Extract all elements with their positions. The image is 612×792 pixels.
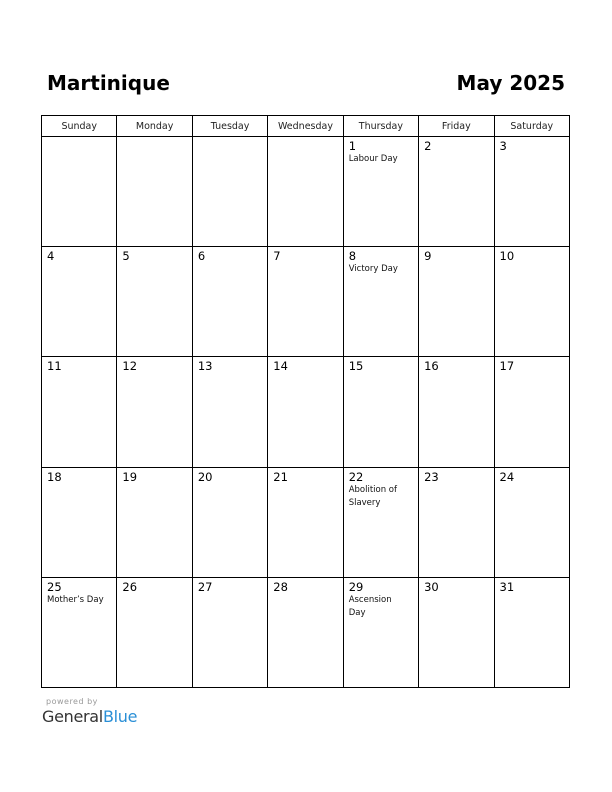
holiday-label: Ascension Day bbox=[348, 594, 392, 618]
day-cell bbox=[494, 577, 569, 687]
weekday-header: Monday bbox=[117, 116, 192, 137]
holiday-label: Labour Day bbox=[348, 154, 398, 164]
day-number: 13 bbox=[197, 359, 213, 374]
week-row bbox=[42, 577, 570, 687]
footer-branding bbox=[42, 697, 137, 727]
day-cell bbox=[268, 467, 343, 577]
weekday-header: Wednesday bbox=[268, 116, 343, 137]
page-title-month: May 2025 bbox=[456, 71, 565, 95]
powered-by-text: powered by bbox=[46, 697, 98, 706]
day-cell bbox=[42, 247, 117, 357]
day-cell bbox=[42, 467, 117, 577]
day-cell bbox=[192, 137, 267, 247]
weekday-header: Tuesday bbox=[192, 116, 267, 137]
day-number: 30 bbox=[424, 579, 439, 594]
brand-logo[interactable] bbox=[42, 707, 137, 727]
day-cell bbox=[494, 137, 569, 247]
day-number: 18 bbox=[47, 469, 62, 484]
day-cell bbox=[192, 577, 267, 687]
day-number: 5 bbox=[122, 249, 130, 264]
day-cell bbox=[419, 467, 494, 577]
day-cell bbox=[419, 357, 494, 467]
day-number: 27 bbox=[197, 579, 213, 594]
day-number: 17 bbox=[499, 359, 515, 374]
week-row bbox=[42, 467, 570, 577]
day-number: 6 bbox=[197, 249, 206, 264]
day-cell bbox=[494, 247, 569, 357]
day-cell bbox=[268, 137, 343, 247]
day-number: 12 bbox=[122, 359, 138, 374]
day-number: 7 bbox=[273, 249, 281, 264]
day-number: 25 bbox=[47, 579, 62, 594]
day-number: 1 bbox=[348, 139, 357, 153]
week-row bbox=[42, 137, 570, 247]
day-cell bbox=[117, 467, 192, 577]
day-number: 20 bbox=[197, 469, 213, 484]
day-cell bbox=[42, 357, 117, 467]
day-cell bbox=[343, 137, 418, 247]
day-cell bbox=[494, 357, 569, 467]
day-number: 16 bbox=[424, 359, 439, 374]
weekday-header: Saturday bbox=[494, 116, 569, 137]
day-number: 2 bbox=[424, 139, 432, 153]
day-number: 29 bbox=[348, 579, 364, 594]
calendar-grid bbox=[41, 115, 570, 688]
week-row bbox=[42, 357, 570, 467]
day-number: 4 bbox=[47, 249, 55, 264]
weekday-header: Friday bbox=[419, 116, 494, 137]
day-number: 3 bbox=[499, 139, 507, 153]
day-number: 15 bbox=[348, 359, 364, 374]
day-number: 14 bbox=[273, 359, 288, 374]
day-cell bbox=[117, 137, 192, 247]
day-cell bbox=[42, 577, 117, 687]
day-number: 23 bbox=[424, 469, 439, 484]
day-cell bbox=[343, 247, 418, 357]
day-cell bbox=[419, 247, 494, 357]
holiday-label: Victory Day bbox=[348, 264, 398, 275]
day-cell bbox=[117, 247, 192, 357]
day-cell bbox=[343, 577, 418, 687]
brand-name-part1: General bbox=[42, 707, 103, 726]
page-title-country: Martinique bbox=[47, 71, 170, 95]
day-number: 24 bbox=[499, 469, 515, 484]
day-number: 22 bbox=[348, 469, 364, 484]
day-cell bbox=[419, 577, 494, 687]
day-cell bbox=[42, 137, 117, 247]
day-cell bbox=[268, 247, 343, 357]
day-cell bbox=[419, 137, 494, 247]
day-cell bbox=[117, 357, 192, 467]
day-cell bbox=[192, 467, 267, 577]
day-cell bbox=[117, 577, 192, 687]
week-row bbox=[42, 247, 570, 357]
weekday-header: Sunday bbox=[42, 116, 117, 137]
day-number: 8 bbox=[348, 249, 357, 264]
day-number: 21 bbox=[273, 469, 288, 484]
day-cell bbox=[268, 577, 343, 687]
weekday-header: Thursday bbox=[343, 116, 418, 137]
day-number: 10 bbox=[499, 249, 515, 264]
day-cell bbox=[268, 357, 343, 467]
holiday-label: Mother’s Day bbox=[47, 594, 104, 605]
day-cell bbox=[494, 467, 569, 577]
day-number: 28 bbox=[273, 579, 288, 594]
day-cell bbox=[343, 467, 418, 577]
day-number: 31 bbox=[499, 579, 515, 594]
day-number: 11 bbox=[47, 359, 62, 374]
day-cell bbox=[343, 357, 418, 467]
holiday-label: Abolition of Slavery bbox=[348, 484, 397, 508]
weekday-header-row bbox=[42, 116, 570, 137]
day-number: 9 bbox=[424, 249, 432, 264]
day-cell bbox=[192, 357, 267, 467]
day-number: 19 bbox=[122, 469, 138, 484]
brand-name-part2: Blue bbox=[102, 707, 138, 726]
day-number: 26 bbox=[122, 579, 138, 594]
day-cell bbox=[192, 247, 267, 357]
